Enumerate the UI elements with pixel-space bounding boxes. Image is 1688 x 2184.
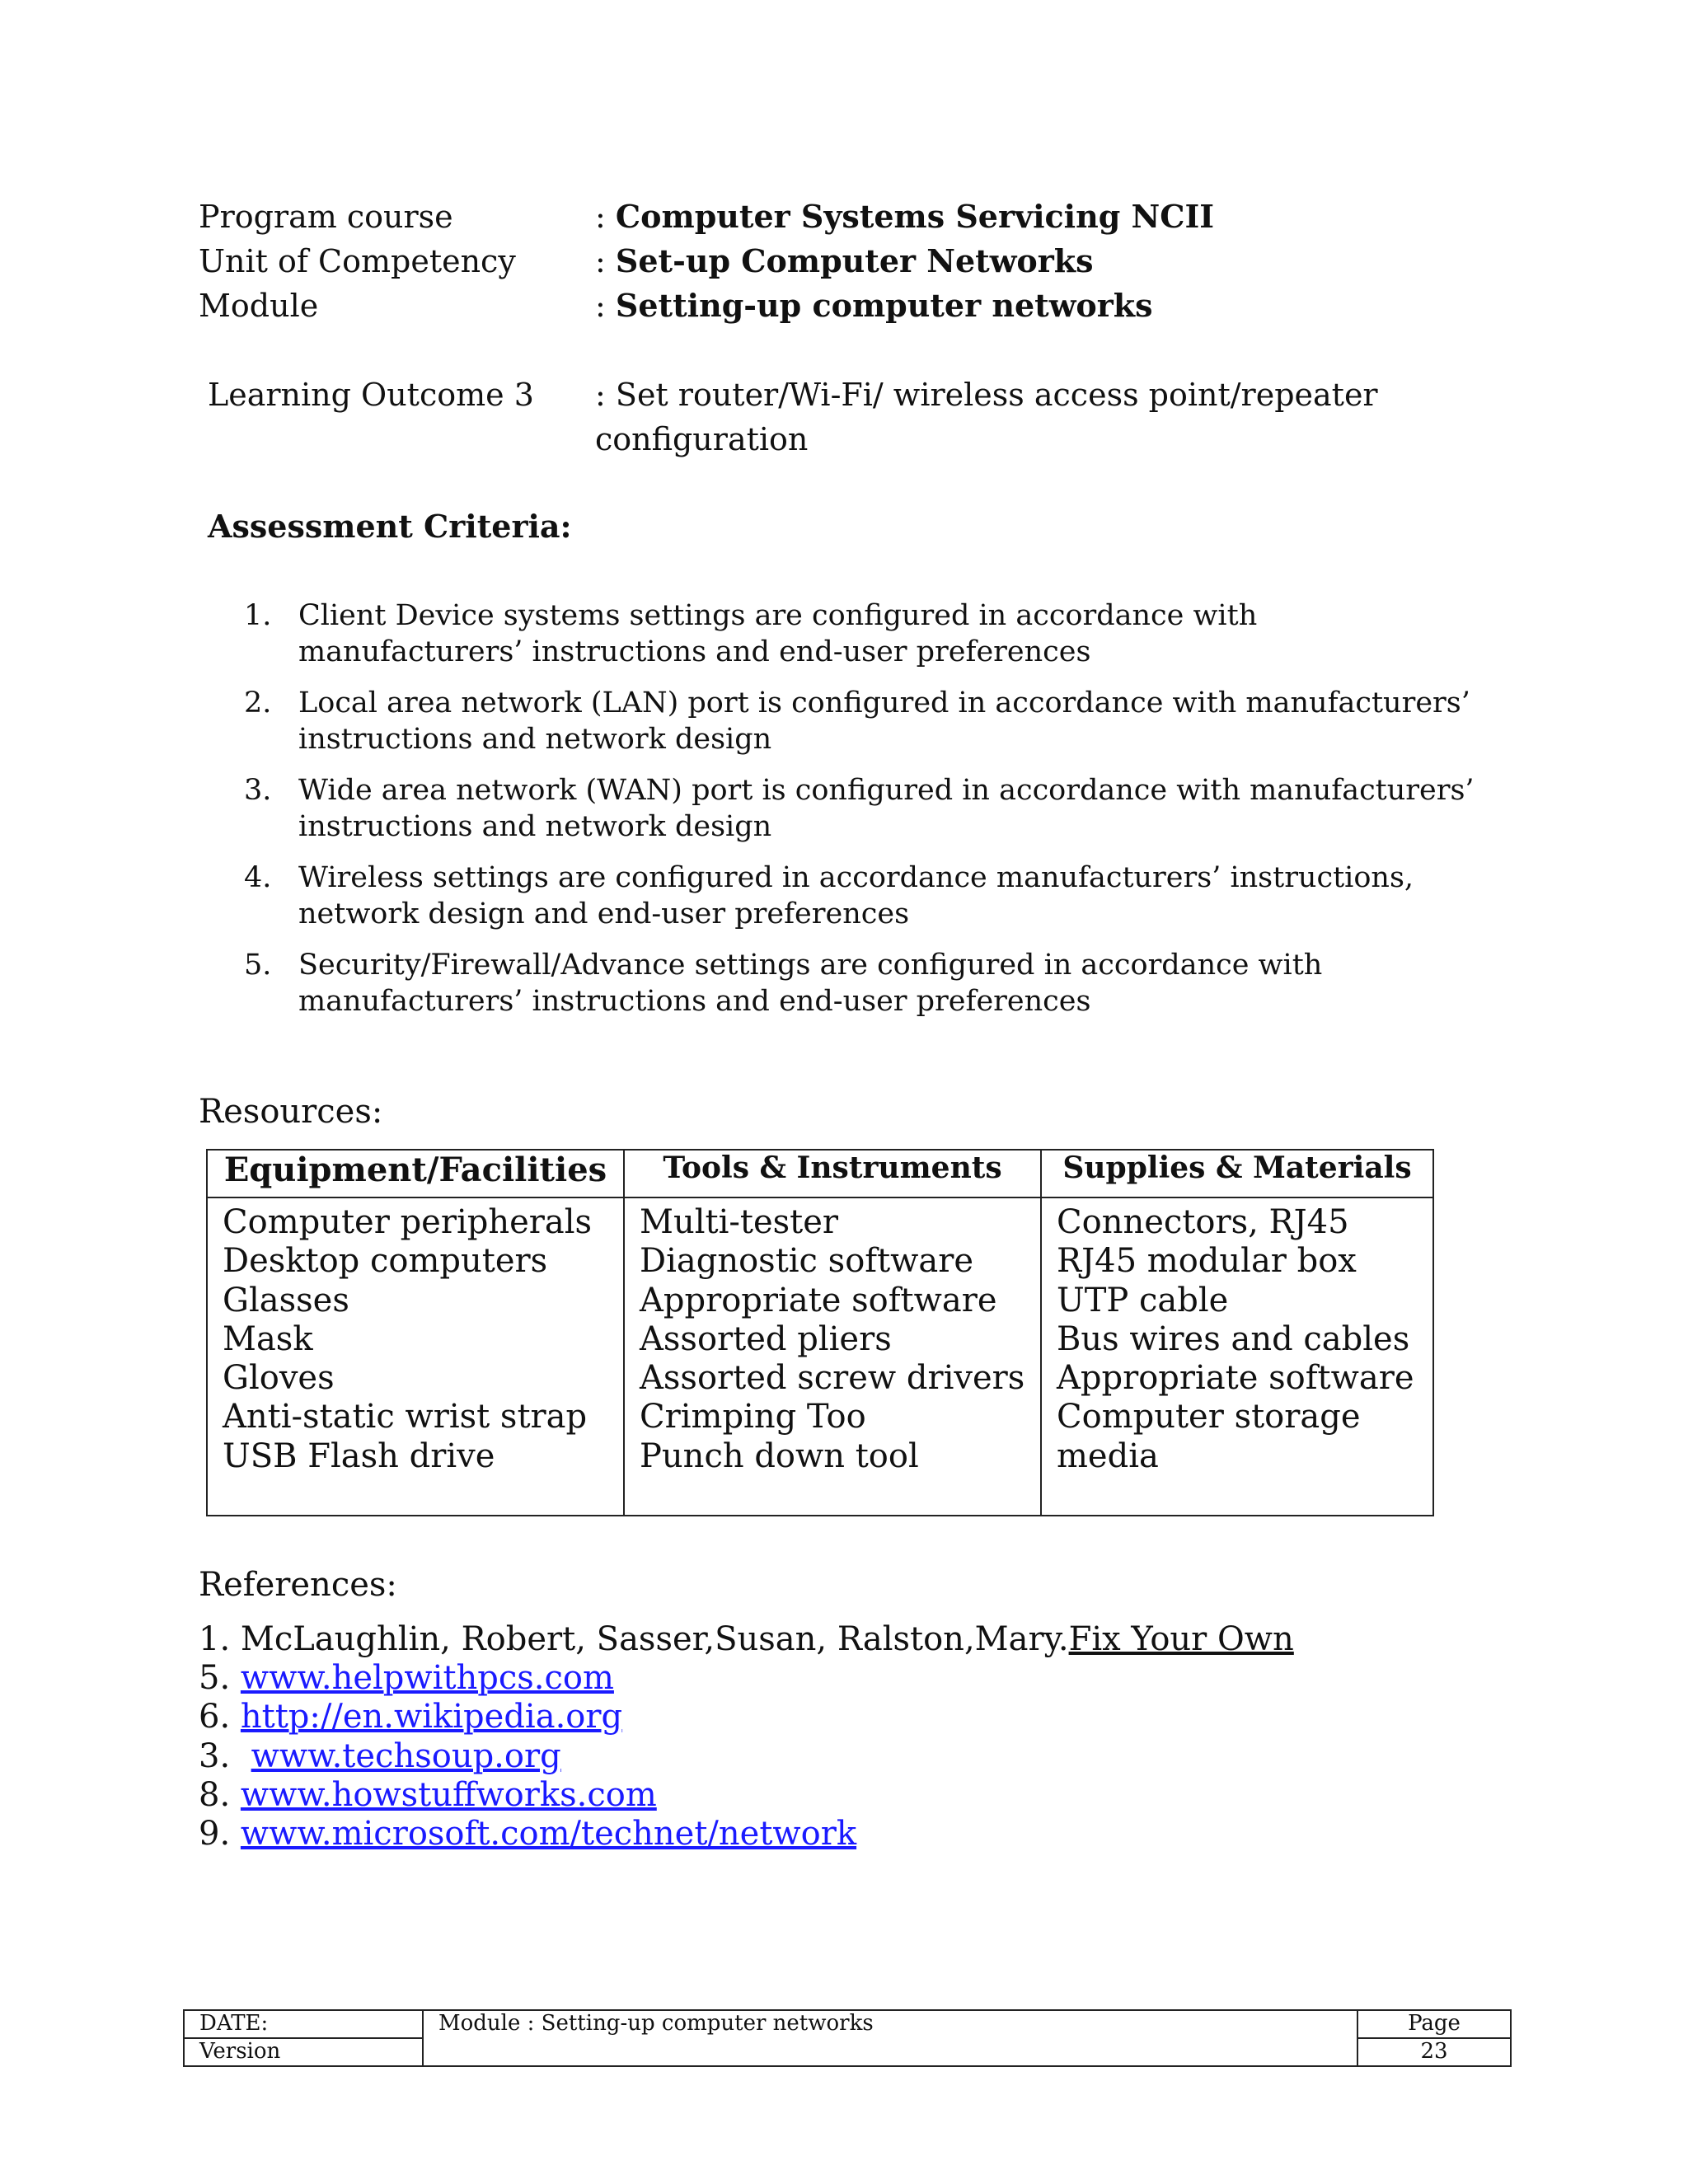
list-item: Computer storage [1057, 1398, 1361, 1436]
list-item: Gloves [223, 1359, 335, 1398]
module-value [595, 284, 1153, 328]
tools-cell [624, 1197, 1041, 1516]
list-item: Computer peripherals [223, 1203, 593, 1241]
program-course-label: Program course [199, 199, 453, 235]
criteria-text: Wide area network (WAN) port is configured in accordance with manufacturers’ [298, 774, 1475, 807]
criteria-number: 4. [244, 861, 272, 894]
reference-link[interactable]: www.howstuffworks.com [240, 1776, 657, 1814]
criteria-text: network design and end-user preferences [298, 898, 910, 930]
module-text: Setting-up computer networks [615, 287, 1153, 324]
list-item: Punch down tool [640, 1436, 919, 1475]
footer-page-label: Page [1357, 2010, 1511, 2038]
list-item: Appropriate software [1057, 1359, 1414, 1398]
reference-item-6 [199, 1815, 856, 1854]
list-item: Anti-static wrist strap [223, 1398, 588, 1436]
reference-item-1 [199, 1620, 1294, 1659]
references-title: References: [199, 1566, 397, 1604]
learning-outcome-label: Learning Outcome 3 [208, 377, 534, 413]
learning-outcome-text: Set router/Wi-Fi/ wireless access point/repeater [615, 377, 1378, 413]
footer-date: DATE: [184, 2010, 423, 2038]
list-item: Assorted pliers [640, 1319, 892, 1358]
list-item: Connectors, RJ45 [1057, 1203, 1349, 1241]
list-item: Assorted screw drivers [640, 1359, 1025, 1398]
criteria-text: instructions and network design [298, 723, 772, 756]
learning-outcome-continuation: configuration [595, 421, 809, 457]
reference-item-3 [199, 1698, 622, 1736]
list-item: Glasses [223, 1281, 349, 1319]
footer-module: Module : Setting-up computer networks [423, 2010, 1357, 2066]
list-item: UTP cable [1057, 1281, 1229, 1319]
criteria-text: Local area network (LAN) port is configured in accordance with manufacturers’ [298, 687, 1470, 719]
reference-book-title: Fix Your Own [1068, 1620, 1294, 1658]
reference-link[interactable]: http://en.wikipedia.org [240, 1698, 623, 1736]
criteria-text: Wireless settings are configured in accordance manufacturers’ instructions, [298, 861, 1414, 894]
list-item: media [1057, 1436, 1159, 1475]
reference-number: 6. [199, 1698, 231, 1736]
list-item: Diagnostic software [640, 1242, 974, 1281]
reference-link[interactable]: www.microsoft.com/technet/network [240, 1815, 857, 1853]
page-footer [183, 2009, 1512, 2067]
unit-value [595, 239, 1094, 284]
criteria-number: 1. [244, 599, 272, 632]
reference-link[interactable]: www.techsoup.org [251, 1737, 561, 1775]
resources-table [206, 1149, 1434, 1516]
criteria-text: Client Device systems settings are configured in accordance with [298, 599, 1258, 632]
list-item: Desktop computers [223, 1242, 548, 1281]
list-item: Bus wires and cables [1057, 1319, 1410, 1358]
reference-item-2 [199, 1659, 614, 1698]
list-item: Mask [223, 1319, 313, 1358]
reference-number: 3. [199, 1737, 231, 1775]
separator: : [595, 288, 606, 324]
reference-number: 9. [199, 1815, 231, 1853]
reference-number: 8. [199, 1776, 231, 1814]
criteria-text: instructions and network design [298, 810, 772, 843]
column-header-equipment: Equipment/Facilities [207, 1150, 624, 1197]
criteria-number: 2. [244, 687, 272, 719]
unit-text: Set-up Computer Networks [615, 242, 1094, 279]
list-item: Multi-tester [640, 1203, 839, 1241]
list-item: Appropriate software [640, 1281, 997, 1319]
reference-item-4 [199, 1737, 561, 1776]
reference-item-5 [199, 1776, 657, 1815]
criteria-number: 5. [244, 949, 272, 982]
column-header-tools: Tools & Instruments [624, 1150, 1041, 1197]
criteria-number: 3. [244, 774, 272, 807]
reference-link[interactable]: www.helpwithpcs.com [240, 1659, 614, 1697]
program-course-text: Computer Systems Servicing NCII [615, 198, 1215, 235]
footer-page-number: 23 [1357, 2038, 1511, 2066]
program-course-value [595, 194, 1214, 239]
separator: : [595, 199, 606, 235]
equipment-cell [207, 1197, 624, 1516]
reference-number: 5. [199, 1659, 231, 1697]
list-item: Crimping Too [640, 1398, 866, 1436]
assessment-criteria-title: Assessment Criteria: [208, 508, 572, 545]
list-item: RJ45 modular box [1057, 1242, 1357, 1281]
learning-outcome-value [595, 373, 1378, 417]
table-header-row [207, 1150, 1433, 1197]
table-row [207, 1197, 1433, 1516]
module-label: Module [199, 288, 319, 324]
criteria-text: manufacturers’ instructions and end-user preferences [298, 985, 1091, 1018]
separator: : [595, 377, 606, 413]
list-item: USB Flash drive [223, 1436, 495, 1475]
resources-title: Resources: [199, 1093, 383, 1131]
criteria-text: Security/Firewall/Advance settings are configured in accordance with [298, 949, 1323, 982]
footer-version: Version [184, 2038, 423, 2066]
unit-label: Unit of Competency [199, 243, 516, 279]
criteria-text: manufacturers’ instructions and end-user preferences [298, 635, 1091, 668]
supplies-cell [1041, 1197, 1433, 1516]
column-header-supplies: Supplies & Materials [1041, 1150, 1433, 1197]
footer-row [184, 2010, 1511, 2038]
reference-text: McLaughlin, Robert, Sasser,Susan, Ralston,Mary. [240, 1620, 1069, 1658]
separator: : [595, 243, 606, 279]
reference-number: 1. [199, 1620, 231, 1658]
